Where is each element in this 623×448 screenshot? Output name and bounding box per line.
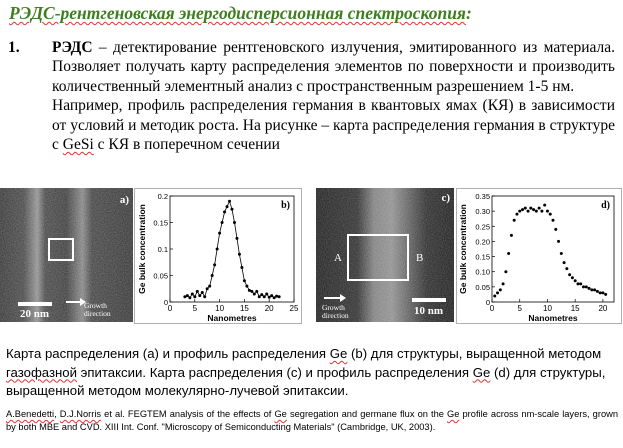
definition-text: – детектирование рентгеновского излучения, эмитированного из материала. Позволяет получать карту распределения элементов по поверхности и производить количественный элементный анализ с пространственным разрешением 1-5 нм. [52, 39, 615, 95]
panel-a-label: a) [119, 194, 129, 206]
gesi-term: GeSi [62, 136, 94, 154]
ref-ge-term: Ge [274, 409, 287, 419]
panel-d-ytick-label: 0.30 [475, 207, 490, 217]
figure-strip [0, 184, 623, 326]
panel-b-xtick-label: 0 [167, 304, 173, 313]
panel-c-direction-line1: Growth [322, 303, 345, 312]
panel-a-ge-map [0, 188, 133, 322]
panel-d-xtick-label: 10 [543, 304, 552, 313]
panel-d-data-point [554, 228, 557, 231]
panel-b-data-point [226, 205, 229, 208]
term-rds: РЭДС [52, 39, 93, 56]
example-paragraph [52, 96, 615, 154]
panel-d-ylabel: Ge bulk concentration [458, 204, 468, 294]
panel-d-data-point [593, 288, 596, 291]
panel-b-ytick-label: 0.1 [157, 245, 168, 254]
panel-d-ytick-label: 0.25 [475, 222, 490, 232]
panel-b-data-point [265, 293, 268, 296]
panel-d-data-point [590, 288, 593, 291]
panel-b-data-point [235, 237, 238, 240]
panel-d-data-point [565, 267, 568, 270]
panel-d-data-point [510, 234, 513, 237]
panel-b-data-point [198, 294, 201, 297]
panel-d-chart [456, 188, 622, 324]
panel-d-xtick-label: 0 [489, 304, 495, 313]
panel-d-data-point [518, 210, 521, 213]
panel-d-xtick-label: 15 [570, 304, 580, 313]
panel-d-data-point [579, 282, 582, 285]
panel-b-data-point [186, 294, 189, 297]
panel-c-ge-map [316, 188, 454, 322]
caption-ge-term: Ge [329, 346, 348, 361]
panel-d-ytick-label: 0.15 [475, 252, 490, 262]
panel-a-direction-line2: direction [84, 309, 111, 318]
panel-b-data-point [275, 295, 278, 298]
panel-d-panel-label: d) [601, 200, 610, 211]
panel-b-data-point [231, 208, 234, 211]
panel-d-xtick-label: 5 [517, 304, 522, 313]
panel-b-ytick-label: 0 [163, 298, 168, 307]
panel-d-ytick-label: 0.10 [475, 267, 490, 277]
panel-d-data-point [540, 210, 543, 213]
panel-d-data-point [535, 210, 538, 213]
panel-d-data-point [563, 261, 566, 264]
panel-d-ytick-label: 0.05 [475, 282, 490, 292]
figure-caption [6, 345, 618, 401]
panel-d-data-point [557, 240, 560, 243]
panel-b-data-point [221, 221, 224, 224]
panel-d-ytick-label: 0 [485, 298, 490, 307]
panel-b-xtick-label: 15 [239, 304, 249, 313]
panel-d-ytick-label: 0.20 [475, 237, 490, 247]
panel-d-data-point [513, 219, 516, 222]
panel-b-data-point [255, 290, 258, 293]
ref-ge-term: Ge [447, 409, 460, 419]
caption-part: (d) для структуры, выращенной методом молекулярно-лучевой эпитаксии. [6, 364, 606, 398]
panel-b-data-point [243, 279, 246, 282]
panel-b-data-point [196, 290, 199, 293]
panel-b-data-point [268, 296, 271, 299]
panel-b-data-point [278, 295, 281, 298]
panel-c-point-b: B [416, 252, 424, 264]
panel-b-data-point [193, 295, 196, 298]
panel-d-data-point [538, 207, 541, 210]
panel-d-data-point [604, 293, 607, 296]
panel-d-data-point [571, 276, 574, 279]
panel-b-chart [134, 188, 302, 324]
panel-b-xlabel: Nanometres [207, 313, 257, 323]
panel-b-data-point [250, 290, 253, 293]
bullet-number: 1. [8, 39, 20, 56]
panel-d-data-point [502, 282, 505, 285]
panel-b-data-point [188, 296, 191, 299]
ref-part: segregation and germane flux on the [286, 409, 448, 419]
ref-separator: , [54, 409, 60, 419]
panel-d-data-point [552, 219, 555, 222]
caption-ge-term: Ge [472, 364, 491, 380]
bullet-body [52, 38, 615, 154]
panel-d-data-point [601, 291, 604, 294]
panel-d-data-point [532, 208, 535, 211]
panel-a-svg [0, 188, 133, 322]
panel-d-data-point [576, 282, 579, 285]
panel-b-data-point [191, 293, 194, 296]
title-text: РЭДС-рентгеновская энергодисперсионная спектроскопия [9, 3, 466, 23]
panel-d-data-point [585, 285, 588, 288]
panel-b-data-point [218, 232, 221, 235]
panel-d-data-point [515, 213, 518, 216]
panel-b-xtick-label: 5 [192, 304, 198, 313]
panel-d-data-point [493, 294, 496, 297]
panel-d-data-point [596, 290, 599, 293]
slide-title [9, 3, 614, 24]
panel-d-data-point [499, 288, 502, 291]
panel-d-xlabel: Nanometres [528, 313, 578, 323]
panel-d-data-point [574, 279, 577, 282]
panel-b-data-point [211, 274, 214, 277]
panel-b-data-point [213, 263, 216, 266]
panel-d-data-point [504, 270, 507, 273]
panel-b-data-point [260, 293, 263, 296]
panel-d-data-point [521, 208, 524, 211]
example-text: Например, профиль распределения германия в квантовых ямах (КЯ) в зависимости от условий и методик роста. На рисунке – карта распределения германия в структуре с [52, 97, 615, 154]
panel-b-data-point [206, 287, 209, 290]
panel-d-xtick-label: 20 [598, 304, 608, 313]
panel-b-xtick-label: 10 [215, 304, 225, 313]
caption-gas-term: газофазной [6, 364, 78, 380]
panel-d-data-point [543, 204, 546, 207]
panel-d-data-point [560, 252, 563, 255]
panel-b-data-point [223, 210, 226, 213]
panel-b-data-point [201, 291, 204, 294]
ref-author: A.Benedetti [6, 409, 55, 419]
panel-d-svg [456, 188, 622, 324]
panel-d-data-point [588, 287, 591, 290]
panel-a-direction-line1: Growth [84, 301, 107, 310]
panel-b-data-point [263, 295, 266, 298]
ref-part: profile across nm-scale layers, grown by both MBE and CVD. XIII Int. Conf. "Microscopy of Semiconducting Materials" (Cambridge, UK, 2003). [6, 409, 618, 432]
bullet-item [8, 38, 615, 154]
panel-a-scale-label: 20 nm [20, 308, 50, 320]
panel-c-label: c) [441, 192, 450, 204]
panel-d-data-point [568, 273, 571, 276]
panel-d-data-point [496, 291, 499, 294]
panel-b-data-point [253, 293, 256, 296]
panel-d-ytick-label: 0.35 [475, 192, 490, 201]
panel-b-panel-label: b) [281, 200, 290, 211]
caption-part: эпитаксии. Карта распределения (c) и профиль распределения [77, 364, 473, 380]
panel-d-data-point [527, 210, 530, 213]
caption-part: Карта распределения (a) и профиль распределения [6, 346, 330, 361]
panel-b-xtick-label: 20 [264, 304, 274, 313]
panel-b-data-point [270, 294, 273, 297]
title-colon: : [465, 3, 472, 23]
panel-b-ytick-label: 0.05 [153, 271, 168, 281]
panel-b-data-point [238, 253, 241, 256]
reference-citation [6, 408, 618, 434]
panel-b-data-point [216, 248, 219, 251]
panel-d-data-point [507, 252, 510, 255]
panel-c-point-a: A [334, 252, 342, 264]
ref-author: D.J.Norris [59, 409, 102, 419]
panel-b-data-point [240, 266, 243, 269]
panel-b-data-point [228, 200, 231, 203]
panel-b-xtick-label: 25 [289, 304, 299, 313]
panel-b-data-point [203, 295, 206, 298]
panel-b-ytick-label: 0.2 [157, 192, 168, 201]
panel-b-data-point [208, 285, 211, 288]
example-text-end: с КЯ в поперечном сечении [93, 136, 280, 154]
panel-b-ylabel: Ge bulk concentration [137, 204, 147, 294]
caption-part: (b) для структуры, выращенной методом [347, 346, 602, 361]
panel-b-data-point [258, 295, 261, 298]
panel-d-data-point [599, 291, 602, 294]
panel-b-svg [134, 188, 302, 324]
ref-part: et al. FEGTEM analysis of the effects of [101, 409, 275, 419]
panel-d-data-point [549, 213, 552, 216]
panel-b-data-point [233, 221, 236, 224]
panel-b-data-point [245, 285, 248, 288]
panel-b-data-point [273, 296, 276, 299]
panel-d-data-point [546, 210, 549, 213]
panel-c-scale-label: 10 nm [414, 305, 444, 317]
panel-c-direction-line2: direction [322, 311, 349, 320]
definition-paragraph [52, 38, 615, 96]
panel-d-data-point [582, 285, 585, 288]
panel-d-data-point [524, 207, 527, 210]
panel-d-data-point [529, 207, 532, 210]
panel-b-ytick-label: 0.15 [153, 218, 168, 228]
